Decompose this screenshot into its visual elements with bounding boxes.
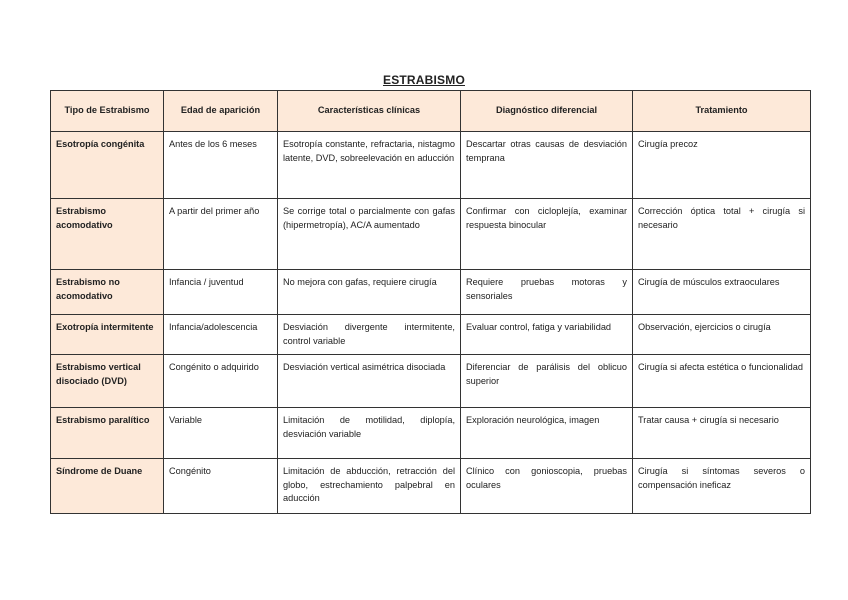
cell-treatment: Cirugía si afecta estética o funcionalidad <box>633 355 811 408</box>
table-row <box>51 355 811 408</box>
table-row <box>51 315 811 355</box>
cell-treatment: Corrección óptica total + cirugía si necesario <box>633 199 811 270</box>
cell-diagnosis: Exploración neurológica, imagen <box>461 408 633 459</box>
header-treatment: Tratamiento <box>633 91 811 132</box>
cell-treatment: Tratar causa + cirugía si necesario <box>633 408 811 459</box>
table-row <box>51 199 811 270</box>
cell-age: A partir del primer año <box>164 199 278 270</box>
cell-diagnosis: Clínico con gonioscopia, pruebas oculares <box>461 459 633 514</box>
table-row <box>51 408 811 459</box>
cell-diagnosis: Confirmar con cicloplejía, examinar respuesta binocular <box>461 199 633 270</box>
cell-age: Variable <box>164 408 278 459</box>
cell-clinical: Esotropía constante, refractaria, nistagmo latente, DVD, sobreelevación en aducción <box>278 132 461 199</box>
table-header-row <box>51 91 811 132</box>
cell-clinical: Limitación de abducción, retracción del globo, estrechamiento palpebral en aducción <box>278 459 461 514</box>
cell-age: Congénito o adquirido <box>164 355 278 408</box>
cell-clinical: Limitación de motilidad, diplopía, desviación variable <box>278 408 461 459</box>
cell-age: Infancia / juventud <box>164 270 278 315</box>
document-title: ESTRABISMO <box>382 73 465 87</box>
cell-age: Infancia/adolescencia <box>164 315 278 355</box>
cell-type: Estrabismo no acomodativo <box>51 270 164 315</box>
table-row <box>51 132 811 199</box>
cell-clinical: Se corrige total o parcialmente con gafas (hipermetropía), AC/A aumentado <box>278 199 461 270</box>
cell-type: Esotropía congénita <box>51 132 164 199</box>
strabismus-table <box>50 90 811 514</box>
cell-clinical: No mejora con gafas, requiere cirugía <box>278 270 461 315</box>
header-type: Tipo de Estrabismo <box>51 91 164 132</box>
cell-age: Congénito <box>164 459 278 514</box>
cell-type: Estrabismo acomodativo <box>51 199 164 270</box>
cell-type: Exotropía intermitente <box>51 315 164 355</box>
cell-type: Estrabismo vertical disociado (DVD) <box>51 355 164 408</box>
cell-treatment: Cirugía de músculos extraoculares <box>633 270 811 315</box>
table-row <box>51 459 811 514</box>
header-clinical: Características clínicas <box>278 91 461 132</box>
cell-clinical: Desviación vertical asimétrica disociada <box>278 355 461 408</box>
table-row <box>51 270 811 315</box>
header-age: Edad de aparición <box>164 91 278 132</box>
cell-diagnosis: Descartar otras causas de desviación temprana <box>461 132 633 199</box>
cell-diagnosis: Requiere pruebas motoras y sensoriales <box>461 270 633 315</box>
cell-type: Síndrome de Duane <box>51 459 164 514</box>
cell-treatment: Observación, ejercicios o cirugía <box>633 315 811 355</box>
cell-treatment: Cirugía precoz <box>633 132 811 199</box>
cell-clinical: Desviación divergente intermitente, control variable <box>278 315 461 355</box>
cell-age: Antes de los 6 meses <box>164 132 278 199</box>
cell-treatment: Cirugía si síntomas severos o compensación ineficaz <box>633 459 811 514</box>
cell-diagnosis: Evaluar control, fatiga y variabilidad <box>461 315 633 355</box>
header-diagnosis: Diagnóstico diferencial <box>461 91 633 132</box>
cell-type: Estrabismo paralítico <box>51 408 164 459</box>
cell-diagnosis: Diferenciar de parálisis del oblicuo superior <box>461 355 633 408</box>
